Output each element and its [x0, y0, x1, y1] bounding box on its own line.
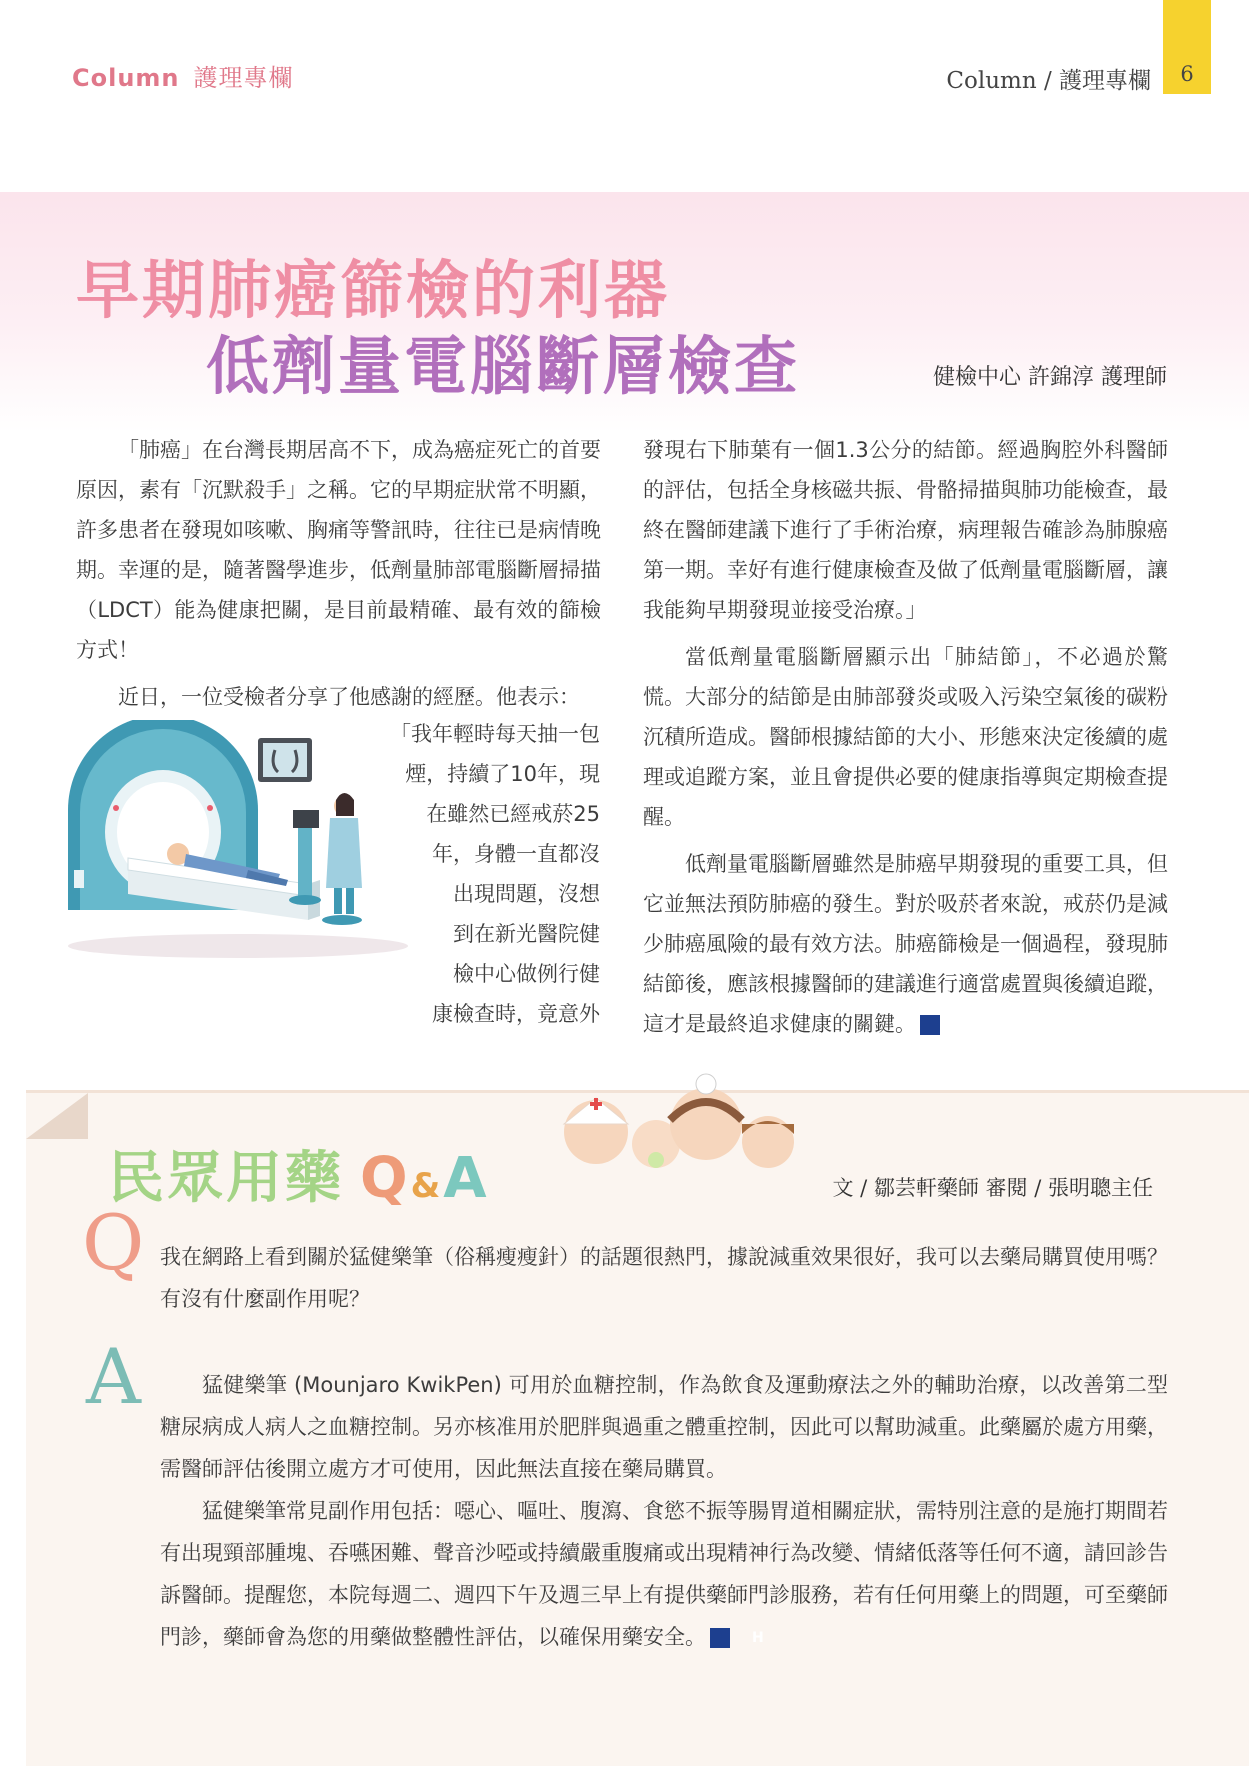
hospital-logo-icon: [710, 1628, 730, 1648]
page-number: 6: [1180, 62, 1194, 86]
answer-text: [160, 1364, 1168, 1658]
qa-title-a: A: [443, 1146, 490, 1211]
article-column-right: [643, 430, 1168, 1051]
wrapped-quote-line: 年，身體一直都沒: [432, 842, 600, 866]
page-number-tab: [1163, 0, 1211, 94]
wrapped-quote-line: 「我年輕時每天抽一包: [390, 722, 600, 746]
wrapped-quote-line: 到在新光醫院健: [453, 922, 600, 946]
hospital-logo-icon: [920, 1015, 940, 1035]
page-fold-corner: [26, 1093, 88, 1139]
qa-title-zh: 民眾用藥: [108, 1146, 344, 1211]
wrapped-quote-line: 檢中心做例行健: [453, 962, 600, 986]
article-paragraph: 「肺癌」在台灣長期居高不下，成為癌症死亡的首要原因，素有「沉默殺手」之稱。它的早期症狀常不明顯，許多患者在發現如咳嗽、胸痛等警訊時，往往已是病情晚期。幸運的是，隨著醫學進步，低劑量肺部電腦斷層掃描（LDCT）能為健康把關，是目前最精確、最有效的篩檢方式！: [76, 438, 601, 662]
column-header-left: [72, 58, 294, 93]
qa-title-amp: &: [410, 1166, 444, 1206]
wrapped-quote-line: 出現問題，沒想: [453, 882, 600, 906]
answer-paragraph: [160, 1490, 1168, 1658]
question-letter: Q: [82, 1198, 145, 1287]
qa-byline: 文 / 鄒芸軒藥師 審閱 / 張明聰主任: [832, 1176, 1153, 1200]
article-byline: 健檢中心 許錦淳 護理師: [933, 365, 1167, 390]
article-paragraph: 發現右下肺葉有一個1.3公分的結節。經過胸腔外科醫師的評估，包括全身核磁共振、骨骼掃描與肺功能檢查，最終在醫師建議下進行了手術治療，病理報告確診為肺腺癌第一期。幸好有進行健康檢查及做了低劑量電腦斷層，讓我能夠早期發現並接受治療。」: [643, 438, 1168, 622]
column-label-zh: 護理專欄: [193, 64, 294, 92]
running-header: Column / 護理專欄: [946, 68, 1151, 94]
article-paragraph: 當低劑量電腦斷層顯示出「肺結節」，不必過於驚慌。大部分的結節是由肺部發炎或吸入污染空氣後的碳粉沉積所造成。醫師根據結節的大小、形態來決定後續的處理或追蹤方案，並且會提供必要的健康指導與定期檢查提醒。: [643, 645, 1168, 829]
answer-paragraph: 猛健樂筆 (Mounjaro KwikPen) 可用於血糖控制，作為飲食及運動療法之外的輔助治療，以改善第二型糖尿病成人病人之血糖控制。另亦核准用於肥胖與過重之體重控制，因此可以幫助減重。此藥屬於處方用藥，需醫師評估後開立處方才可使用，因此無法直接在藥局購買。: [160, 1373, 1168, 1481]
wrapped-quote-line: 煙，持續了10年，現: [405, 762, 600, 786]
qa-title-q: Q: [360, 1146, 411, 1211]
qa-title: [108, 1134, 490, 1214]
article-paragraph-text: 低劑量電腦斷層雖然是肺癌早期發現的重要工具，但它並無法預防肺癌的發生。對於吸菸者來說，戒菸仍是減少肺癌風險的最有效方法。肺癌篩檢是一個過程，發現肺結節後，應該根據醫師的建議進行適當處置與後續追蹤，這才是最終追求健康的關鍵。: [643, 852, 1168, 1036]
question-text: 我在網路上看到關於猛健樂筆（俗稱瘦瘦針）的話題很熱門，據說減重效果很好，我可以去藥局購買使用嗎？有沒有什麼副作用呢？: [160, 1245, 1168, 1311]
wrapped-quote-line: 康檢查時，竟意外: [432, 1002, 600, 1026]
article-paragraph: 近日，一位受檢者分享了他感謝的經歷。他表示：: [118, 685, 580, 709]
article-title-line1: 早期肺癌篩檢的利器: [76, 254, 670, 327]
article-title-line2: 低劑量電腦斷層檢查: [206, 330, 800, 403]
column-label-en: Column: [72, 64, 180, 92]
ct-scanner-illustration: [58, 720, 418, 960]
wrapped-quote-line: 在雖然已經戒菸25: [426, 802, 600, 826]
medical-staff-illustration: [556, 1062, 816, 1182]
answer-letter: A: [86, 1332, 141, 1421]
article-paragraph: [643, 844, 1168, 1044]
article-column-left: [76, 430, 601, 724]
answer-paragraph-text: 猛健樂筆常見副作用包括：噁心、嘔吐、腹瀉、食慾不振等腸胃道相關症狀，需特別注意的是施打期間若有出現頸部腫塊、吞嚥困難、聲音沙啞或持續嚴重腹痛或出現精神行為改變、情緒低落等任何不適，請回診告訴醫師。提醒您，本院每週二、週四下午及週三早上有提供藥師門診服務，若有任何用藥上的問題，可至藥師門診，藥師會為您的用藥做整體性評估，以確保用藥安全。: [160, 1499, 1168, 1649]
